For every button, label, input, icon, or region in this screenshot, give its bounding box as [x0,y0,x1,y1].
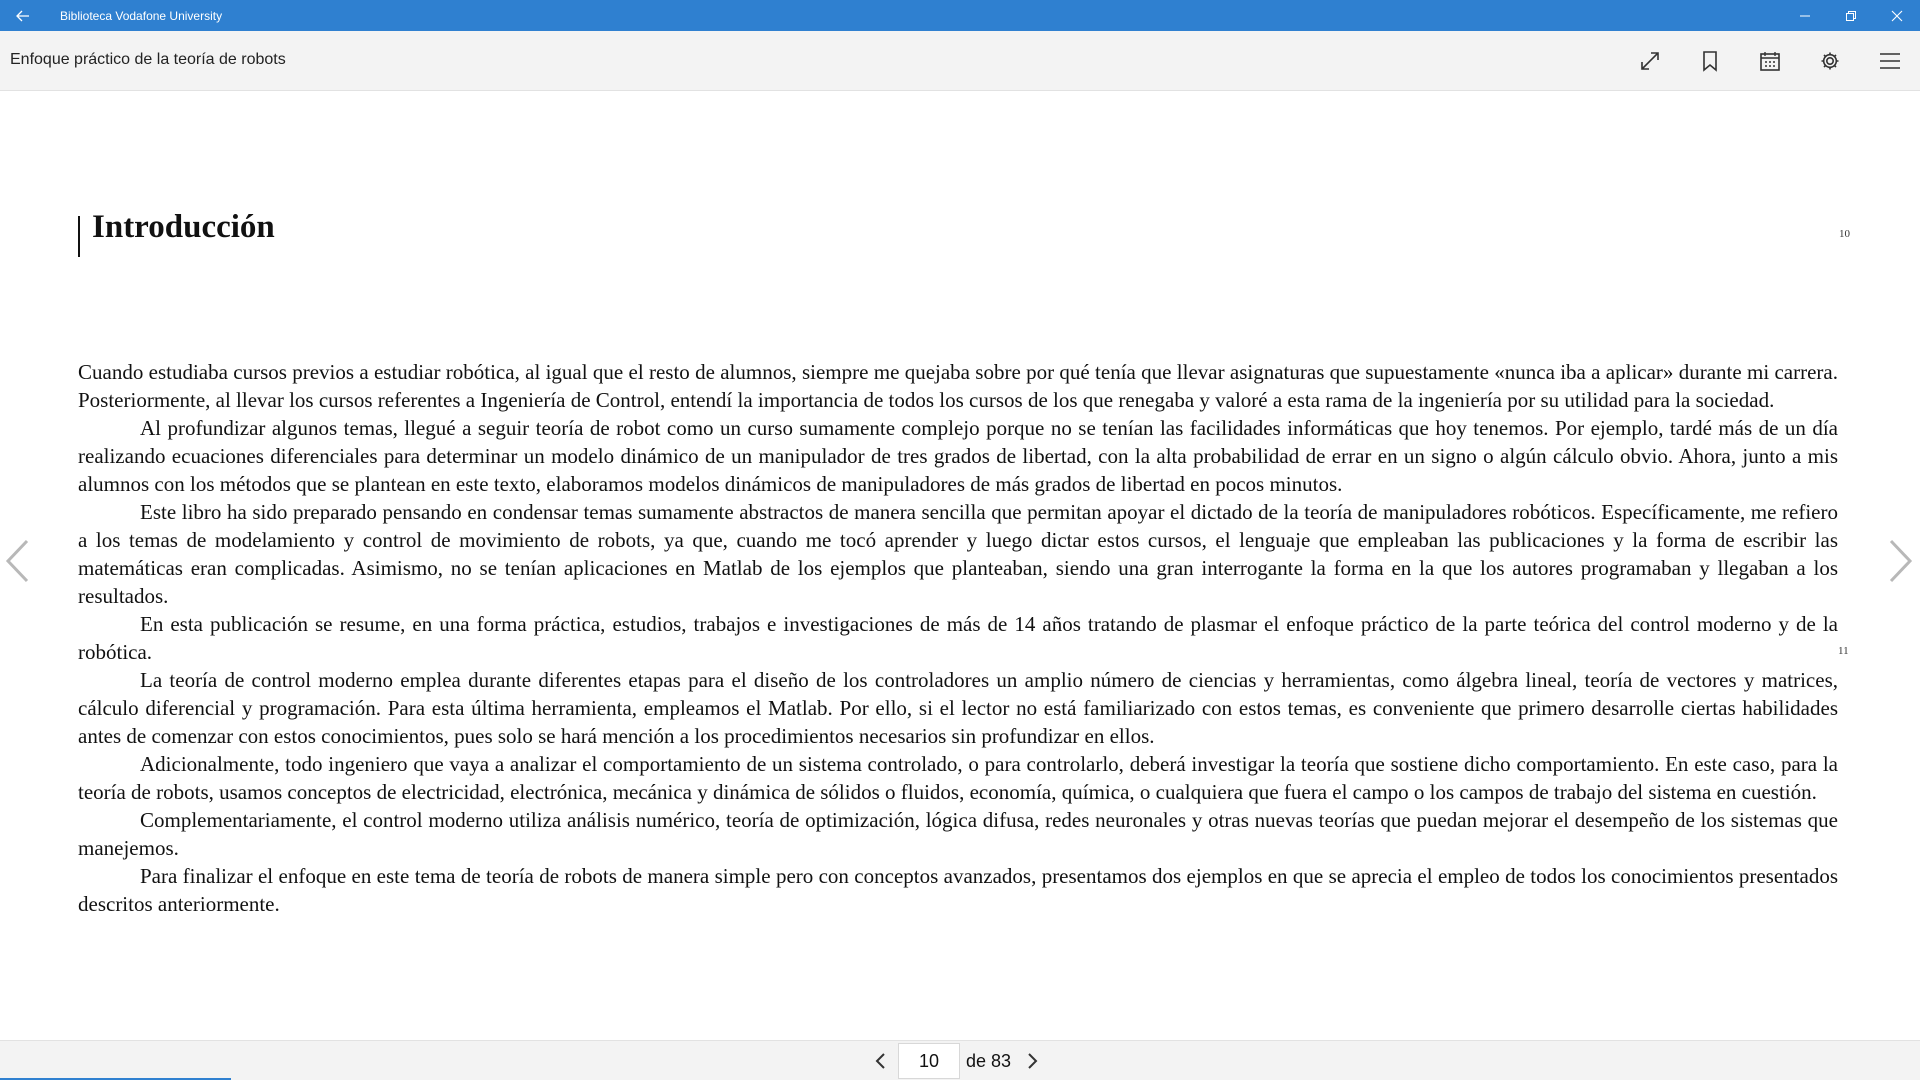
next-page-button[interactable] [1015,1043,1051,1079]
page-number-label: 10 [1839,228,1850,240]
restore-icon [1845,10,1857,22]
reading-page[interactable] [0,91,1920,1040]
calendar-icon [1759,50,1781,72]
page-total-label: de 83 [966,1050,1012,1071]
document-title: Enfoque práctico de la teoría de robots [10,51,286,68]
chapter-heading: Introducción [92,209,275,245]
close-icon [1891,10,1903,22]
page-navigation-bar [0,1040,1920,1080]
paragraph: Para finalizar el enfoque en este tema de teoría de robots de manera simple pero con conceptos avanzados, presentamos dos ejemplos en que se aprecia el empleo de todos los conocimientos presentados descritos anteriormente. [78,864,1838,916]
paragraph: En esta publicación se resume, en una forma práctica, estudios, trabajos e investigaciones de más de 14 años tratando de plasmar el enfoque práctico de la parte teórica del control moderno y de la robótica. [78,612,1838,664]
menu-button[interactable] [1860,31,1920,91]
expand-icon [1639,50,1661,72]
settings-button[interactable] [1800,31,1860,91]
restore-button[interactable] [1828,0,1874,31]
heading-marker [78,216,80,257]
back-button[interactable] [0,0,46,31]
close-button[interactable] [1874,0,1920,31]
page-body [78,358,1838,918]
menu-icon [1879,52,1901,70]
next-page-arrow[interactable] [1886,531,1916,591]
paragraph: Adicionalmente, todo ingeniero que vaya a analizar el comportamiento de un sistema controlado, o para controlarlo, deberá investigar la teoría que sostiene dicho comportamiento. En este caso, para la teoría de robots, usamos conceptos de electricidad, electrónica, mecánica y dinámica de sólidos o fluidos, economía, química, o cualquiera que fuera el campo o los campos de trabajo del sistema en cuestión. [78,752,1838,804]
previous-page-button[interactable] [862,1043,898,1079]
minimize-button[interactable] [1782,0,1828,31]
back-arrow-icon [16,10,30,22]
chevron-left-icon [5,539,29,583]
paragraph: La teoría de control moderno emplea durante diferentes etapas para el diseño de los controladores un amplio número de ciencias y herramientas, como álgebra lineal, teoría de vectores y matrices, cálculo diferencial y programación. Para esta última herramienta, empleamos el Matlab. Por ello, si el lector no está familiarizado con estos temas, es conveniente que primero desarrolle ciertas habilidades antes de comenzar con estos conocimientos, pues solo se hará mención a los procedimientos necesarios sin profundizar en ellos. [78,668,1838,748]
fullscreen-button[interactable] [1620,31,1680,91]
page-number-label-next: 11 [1838,645,1849,657]
bookmark-icon [1701,50,1719,72]
title-bar [0,0,1920,31]
paragraph: Cuando estudiaba cursos previos a estudiar robótica, al igual que el resto de alumnos, siempre me quejaba sobre por qué tenía que llevar asignaturas que supuestamente «nunca iba a aplicar» durante mi carrera. Posteriormente, al llevar los cursos referentes a Ingeniería de Control, entendí la importancia de todos los cursos de los que renegaba y valoré a esta rama de la ingeniería por su utilidad para la sociedad. [78,360,1838,412]
paragraph: Al profundizar algunos temas, llegué a seguir teoría de robot como un curso sumamente complejo porque no se tenían las facilidades informáticas que hoy tenemos. Por ejemplo, tardé más de un día realizando ecuaciones diferenciales para determinar un modelo dinámico de un manipulador de tres grados de libertad, con la alta probabilidad de errar en un signo o algún cálculo obvio. Ahora, junto a mis alumnos con los métodos que se plantean en este texto, elaboramos modelos dinámicos de manipuladores de más grados de libertad en pocos minutos. [78,416,1838,496]
bookmark-button[interactable] [1680,31,1740,91]
chevron-right-icon [1889,539,1913,583]
gear-icon [1819,50,1841,72]
chevron-right-icon [1027,1052,1039,1070]
paragraph: Este libro ha sido preparado pensando en condensar temas sumamente abstractos de manera sencilla que permitan apoyar el dictado de la teoría de manipuladores robóticos. Específicamente, me refiero a los temas de modelamiento y control de movimiento de robots, ya que, cuando me tocó aprender y luego dictar estos cursos, el lenguaje que empleaban las publicaciones y la forma de escribir las matemáticas eran complicadas. Asimismo, no se tenían aplicaciones en Matlab de los ejemplos que planteaban, siendo una gran interrogante la forma en la que los autores programaban y llegaban a los resultados. [78,500,1838,608]
paragraph: Complementariamente, el control moderno utiliza análisis numérico, teoría de optimización, lógica difusa, redes neuronales y otras nuevas teorías que puedan mejorar el desempeño de los sistemas que manejemos. [78,808,1838,860]
page-number-input[interactable] [898,1043,960,1079]
calendar-button[interactable] [1740,31,1800,91]
app-title: Biblioteca Vodafone University [60,8,223,23]
previous-page-arrow[interactable] [2,531,32,591]
minimize-icon [1799,10,1811,22]
chevron-left-icon [874,1052,886,1070]
reader-toolbar [0,31,1920,91]
